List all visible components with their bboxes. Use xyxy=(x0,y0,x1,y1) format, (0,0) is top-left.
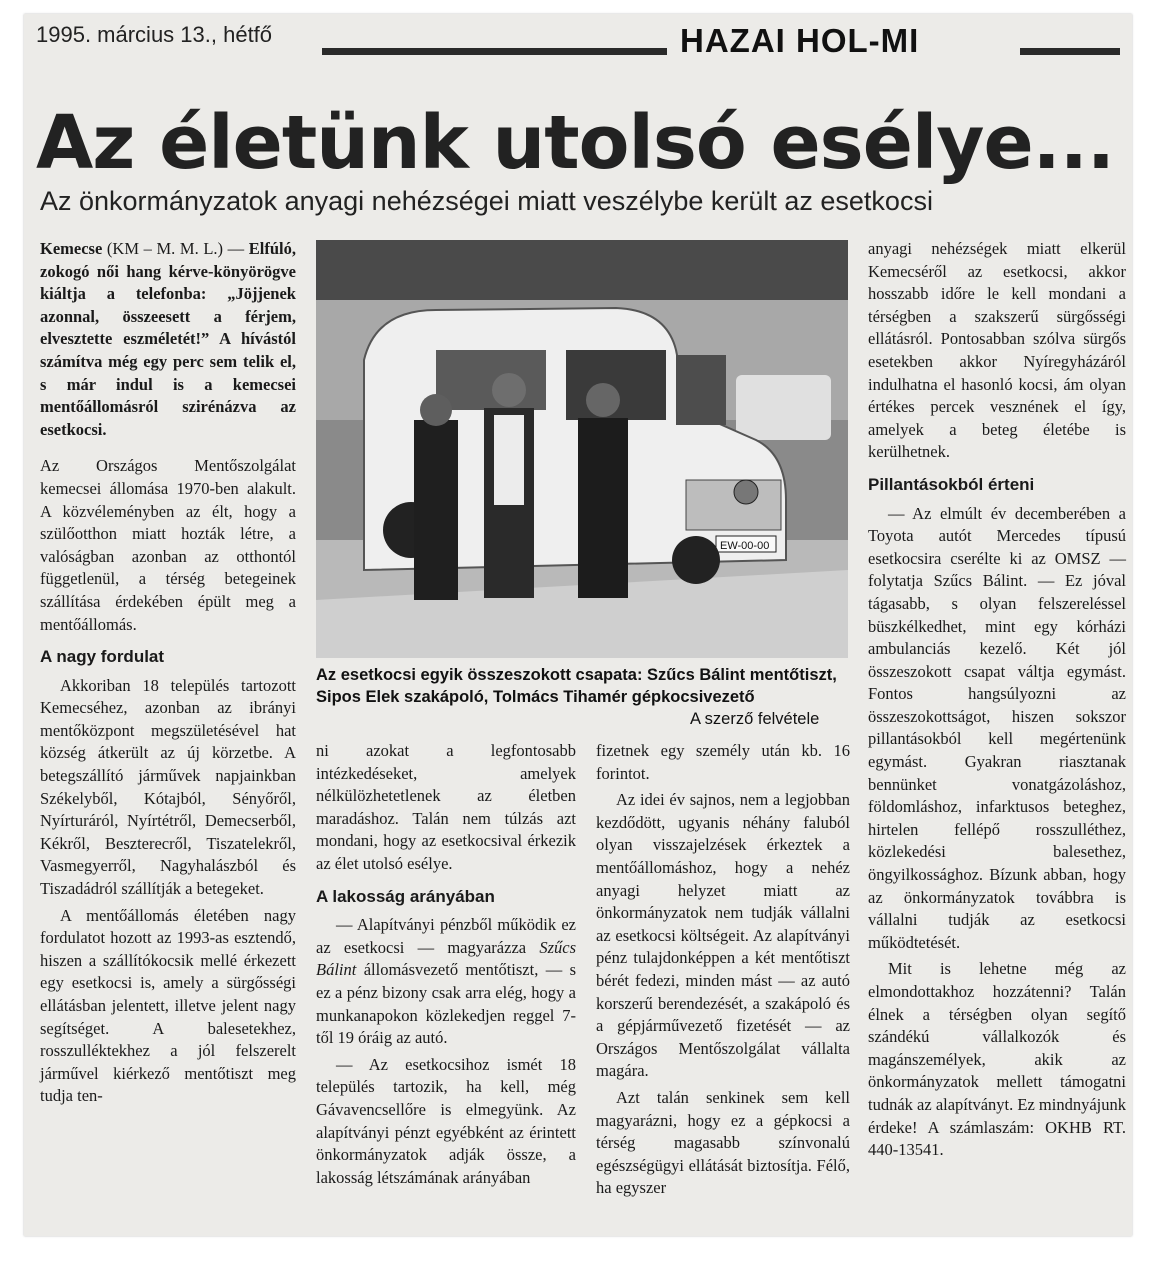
news-photo xyxy=(316,240,848,658)
paragraph: anyagi nehézségek miatt elkerül Kemecséről az esetkocsi, akkor hosszabb időre le kell mondani a térségben a szakszerű sürgősségi ellátásról. Pontosabban szólva sürgős esetekben akkor Nyíregyházáról indulhatna el hasonló kocsi, ám olyan értékes percek vesznének el így, amelyek a beteg életébe is kerülhetnek. xyxy=(868,239,1126,462)
section-rubric: HAZAI HOL-MI xyxy=(680,22,920,59)
ambulance-photo-illustration xyxy=(316,240,848,658)
paragraph: Azt talán senkinek sem kell magyarázni, hogy ez a gépkocsi a térség magasabb színvonalú egészségügyi ellátását biztosítja. Félő, ha egyszer xyxy=(596,1087,850,1198)
paragraph: fizetnek egy személy után kb. 16 forintot. xyxy=(596,741,850,783)
column-3 xyxy=(596,740,850,1204)
paragraph: — Alapítványi pénzből működik ez az esetkocsi — magyarázza Szűcs Bálint állomásvezető mentőtiszt, — s ez a pénz bizony csak arra elég, hogy a munkanapokon közlekedjen reggel 7-től 19 óráig az autó. xyxy=(316,915,576,1048)
license-plate: EW-00-00 xyxy=(720,540,770,552)
subtitle: A lakosság arányában xyxy=(316,886,495,906)
subheadline: Az önkormányzatok anyagi nehézségei miatt veszélybe került az esetkocsi xyxy=(40,186,933,216)
header-rule xyxy=(322,48,667,55)
quoted-name: Szűcs Bálint xyxy=(316,937,576,980)
column-4 xyxy=(868,238,1126,1166)
subtitle: Pillantásokból érteni xyxy=(868,474,1035,494)
photo-credit: A szerző felvétele xyxy=(690,710,820,728)
lead-text: Elfúló, zokogó női hang kérve-könyörögve kiáltja a telefonba: „Jöjjenek azonnal, összeesett a férjem, elvesztette eszméletét!” A hívástól számítva még egy perc sem telik el, s már indul is a kemecsei mentőállomásról szirénázva az esetkocsi. xyxy=(40,239,297,439)
lead-source: (KM – M. M. L.) — xyxy=(106,239,245,258)
lead-place: Kemecse xyxy=(40,239,103,258)
photo-caption: Az esetkocsi egyik összeszokott csapata: Szűcs Bálint mentőtiszt, Sipos Elek szakápoló, Tolmács Tihamér gépkocsivezető xyxy=(316,666,837,706)
paragraph: Akkoriban 18 település tartozott Kemecséhez, azonban az ibrányi mentőközpont megszületésével hat község átkerült az új körzetbe. A betegszállító járművek napjainkban Székelyből, Kótajból, Sényőről, Nyírturáról, Nyírtétről, Demecserből, Kékről, Beszterecről, Tiszatelekről, Vasmegyerről, Nagyhalászból és Tiszadádról szállítják a betegeket. xyxy=(40,675,296,899)
column-1 xyxy=(40,238,296,1112)
paragraph: Az idei év sajnos, nem a legjobban kezdődött, ugyanis néhány faluból olyan visszajelzések érkeztek a mentőállomáshoz, hogy a nehéz anyagi helyzet miatt az önkormányzatok nem tudják vállalni az esetkocsi költségeit. Az alapítványi pénz tulajdonképpen a két mentőtiszt bérét fedezi, minden mást — az autó korszerű berendezését, a szakápoló és a gépjárművezető fizetését — az Országos Mentőszolgálat vállalta magára. xyxy=(596,790,850,1081)
subtitle: A nagy fordulat xyxy=(40,647,165,667)
header-rule-right xyxy=(1020,48,1120,55)
paragraph: — Az esetkocsihoz ismét 18 település tartozik, ha kell, még Gávavencsellőre is elmegyünk. Az alapítványi pénzt egyébként az érintett önkormányzatok adják össze, a lakosság létszámának arányában xyxy=(316,1054,576,1187)
paragraph: — Az elmúlt év decemberében a Toyota autót Mercedes típusú esetkocsira cserélte ki az OMSZ — folytatja Szűcs Bálint. — Ez jóval tágasabb, s olyan felszereléssel büszkélkedhet, mint egy kórházi ambulanciás kezelő. Két jól összeszokott csapat váltja egymást. Fontos hangsúlyozni az összeszokottságot, hiszen sokszor pillantásokból kell megértenünk egymást. Gyakran riasztanak bennünket vonatgázoláshoz, földomláshoz, infarktusos beteghez, hirtelen fellépő rosszulléthez, közlekedési balesethez, öngyilkossághoz. Bízunk abban, hogy az önkormányzatok továbbra is vállalni tudják az esetkocsi működtetését. xyxy=(868,503,1126,952)
paragraph: ni azokat a legfontosabb intézkedéseket, amelyek nélkülözhetetlenek az életben maradáshoz. Talán nem túlzás azt mondani, hogy az esetkocsival érkezik az élet utolsó esélye. xyxy=(316,741,576,873)
paragraph: A mentőállomás életében nagy fordulatot hozott az 1993-as esztendő, hiszen a szállítókocsik mellé érkezett egy esetkocsi is, amely a sürgősségi ellátásban jelentett, illetve jelent nagy segítséget. A balesetekhez, rosszulléktekhez a jól felszerelt járművel kiérkező mentőtiszt meg tudja ten- xyxy=(40,905,296,1106)
lead-paragraph xyxy=(40,238,296,441)
headline: Az életünk utolsó esélye... xyxy=(36,100,1115,186)
issue-date: 1995. március 13., hétfő xyxy=(36,22,273,47)
column-2 xyxy=(316,740,576,1193)
paragraph: Mit is lehetne még az elmondottakhoz hozzátenni? Talán élnek a térségben olyan segítő szándékú vállalkozók és magánszemélyek, akik az önkormányzatok mellett támogatni tudnák az alapítványt. Ez mindnyájunk érdeke! A számlaszám: OKHB RT. 440-13541. xyxy=(868,959,1126,1160)
paragraph: Az Országos Mentőszolgálat kemecsei állomása 1970-ben alakult. A közvéleményben az élt, hogy a szülőotthon miatt hozták létre, a valóságban azonban az otthontól függetlenül, a térség betegeinek szállítása érdekében épült meg a mentőállomás. xyxy=(40,456,296,634)
